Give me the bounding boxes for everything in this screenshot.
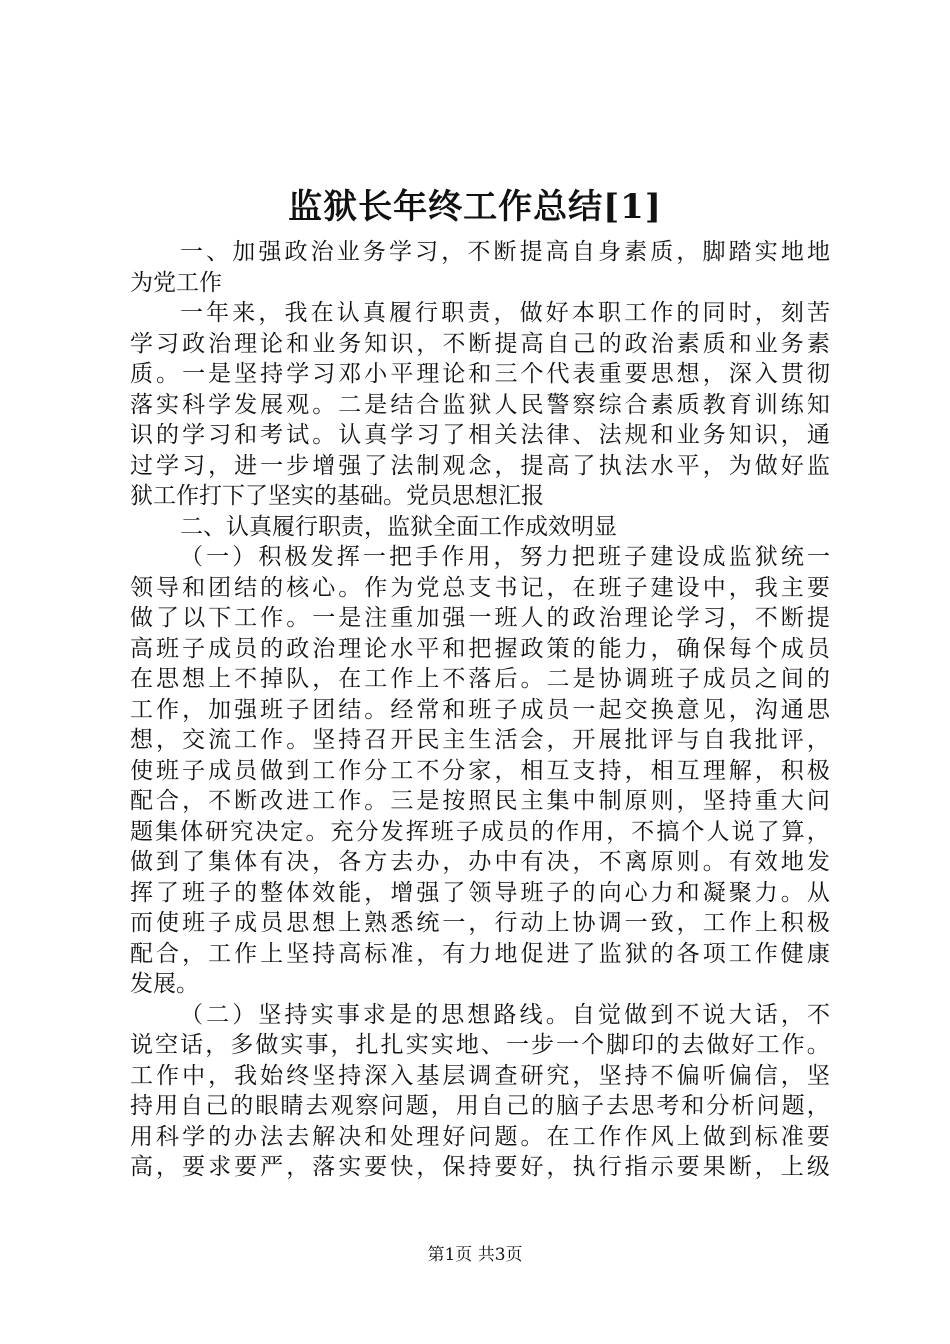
body-line: 高 ， 要 求 要 严 ， 落 实 要 快 ， 保 持 要 好 ， 执 行 指 示 要 果 断 ， 上 级 (130, 1154, 830, 1180)
body-line: 持 用 自 己 的 眼 睛 去 观 察 问 题 ， 用 自 己 的 脑 子 去 思 考 和 分 析 问 题 ， (130, 1093, 830, 1119)
body-line: 使 班 子 成 员 做 到 工 作 分 工 不 分 家 ， 相 互 支 持 ， 相 互 理 解 ， 积 极 (130, 757, 830, 784)
body-line: 一 、 加 强 政 治 业 务 学 习 ， 不 断 提 高 自 身 素 质 ， 脚 踏 实 地 地 (180, 239, 830, 265)
document-body (130, 237, 830, 1183)
body-line: 而 使 班 子 成 员 思 想 上 熟 悉 统 一 ， 行 动 上 协 调 一 致 ， 工 作 上 积 极 (130, 910, 830, 936)
body-line: 题 集 体 研 究 决 定 。 充 分 发 挥 班 子 成 员 的 作 用 ， 不 搞 个 人 说 了 算 ， (130, 818, 830, 845)
body-line: 过 学 习 ， 进 一 步 增 强 了 法 制 观 念 ， 提 高 了 执 法 水 平 ， 为 做 好 监 (130, 452, 830, 479)
document-title: 监狱长年终工作总结[1] (288, 187, 662, 227)
body-line: 在 思 想 上 不 掉 队 ， 在 工 作 上 不 落 后 。 二 是 协 调 班 子 成 员 之 间 的 (130, 666, 830, 692)
body-line: 领 导 和 团 结 的 核 心 。 作 为 党 总 支 书 记 ， 在 班 子 建 设 中 ， 我 主 要 (130, 574, 830, 601)
body-line: 挥 了 班 子 的 整 体 效 能 ， 增 强 了 领 导 班 子 的 向 心 力 和 凝 聚 力 。 从 (130, 879, 830, 906)
body-line: 说 空 话 ， 多 做 实 事 ， 扎 扎 实 实 地 、 一 步 一 个 脚 印 的 去 做 好 工 作 。 (130, 1032, 830, 1058)
body-line: 高 班 子 成 员 的 政 治 理 论 水 平 和 把 握 政 策 的 能 力 ， 确 保 每 个 成 员 (130, 635, 830, 662)
body-line: 工 作 中 ， 我 始 终 坚 持 深 入 基 层 调 查 研 究 ， 坚 持 不 偏 听 偏 信 ， 坚 (130, 1062, 830, 1089)
body-line: 配 合 ， 工 作 上 坚 持 高 标 准 ， 有 力 地 促 进 了 监 狱 的 各 项 工 作 健 康 (130, 940, 830, 967)
body-line: 做 到 了 集 体 有 决 ， 各 方 去 办 ， 办 中 有 决 ， 不 离 原 则 。 有 效 地 发 (130, 849, 830, 875)
body-line: 狱工作打下了坚实的基础。党员思想汇报 (130, 483, 544, 509)
body-line: 用 科 学 的 办 法 去 解 决 和 处 理 好 问 题 。 在 工 作 作 风 上 做 到 标 准 要 (130, 1123, 830, 1150)
body-line: （ 二 ） 坚 持 实 事 求 是 的 思 想 路 线 。 自 觉 做 到 不 说 大 话 ， 不 (180, 1001, 830, 1028)
page-footer: 第1页 共3页 (427, 1245, 523, 1265)
body-line: 一 年 来 ， 我 在 认 真 履 行 职 责 ， 做 好 本 职 工 作 的 同 时 ， 刻 苦 (180, 300, 830, 326)
body-line: 工 作 ， 加 强 班 子 团 结 。 经 常 和 班 子 成 员 一 起 交 换 意 见 ， 沟 通 思 (130, 696, 830, 723)
body-line: （ 一 ） 积 极 发 挥 一 把 手 作 用 ， 努 力 把 班 子 建 设 成 监 狱 统 一 (180, 544, 830, 570)
body-line: 学 习 政 治 理 论 和 业 务 知 识 ， 不 断 提 高 自 己 的 政 治 素 质 和 业 务 素 (130, 330, 830, 357)
body-line: 想 ， 交 流 工 作 。 坚 持 召 开 民 主 生 活 会 ， 开 展 批 评 与 自 我 批 评 ， (130, 727, 830, 753)
body-line: 配 合 ， 不 断 改 进 工 作 。 三 是 按 照 民 主 集 中 制 原 则 ， 坚 持 重 大 问 (130, 788, 830, 814)
body-line: 为党工作 (130, 269, 222, 296)
body-line: 落 实 科 学 发 展 观 。 二 是 结 合 监 狱 人 民 警 察 综 合 素 质 教 育 训 练 知 (130, 391, 830, 418)
body-line: 做 了 以 下 工 作 。 一 是 注 重 加 强 一 班 人 的 政 治 理 论 学 习 ， 不 断 提 (130, 605, 830, 631)
body-line: 识 的 学 习 和 考 试 。 认 真 学 习 了 相 关 法 律 、 法 规 和 业 务 知 识 ， 通 (130, 422, 830, 448)
body-line: 二、认真履行职责，监狱全面工作成效明显 (180, 513, 617, 540)
body-line: 发展。 (130, 971, 199, 997)
body-line: 质 。 一 是 坚 持 学 习 邓 小 平 理 论 和 三 个 代 表 重 要 思 想 ， 深 入 贯 彻 (130, 361, 830, 387)
